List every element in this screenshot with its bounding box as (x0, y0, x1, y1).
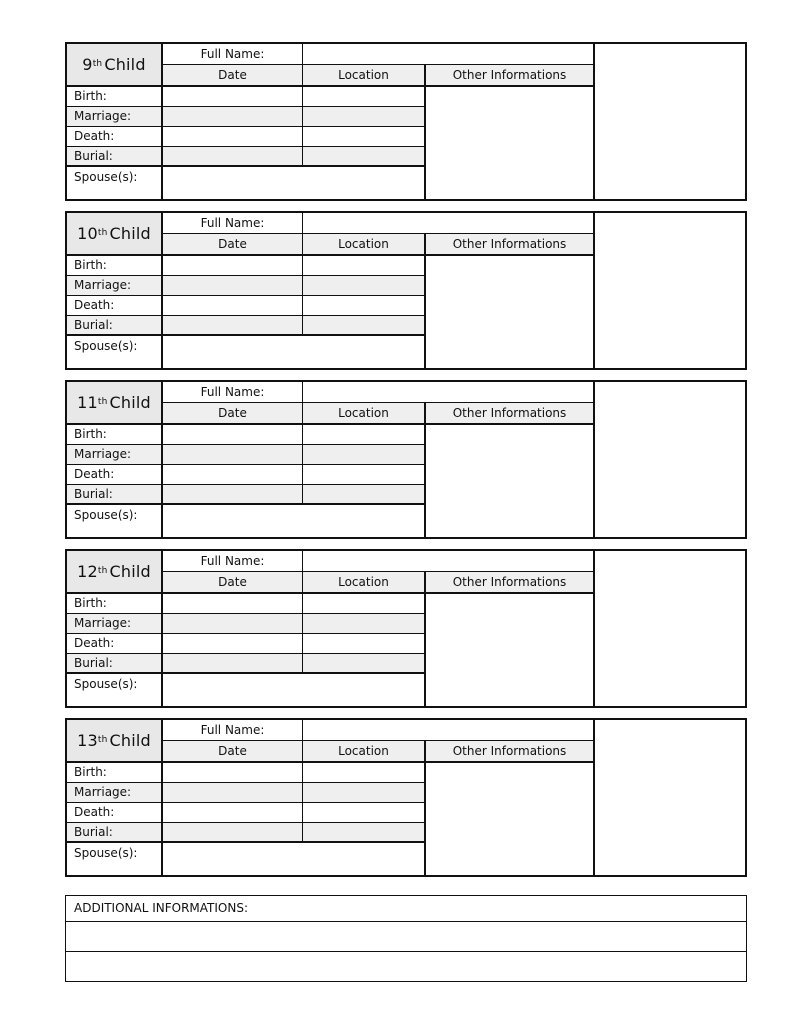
death-label: Death: (67, 296, 163, 316)
birth-location-field[interactable] (303, 87, 426, 107)
birth-date-field[interactable] (163, 256, 303, 276)
burial-date-field[interactable] (163, 823, 303, 843)
burial-label: Burial: (67, 147, 163, 167)
full-name-label: Full Name: (163, 213, 303, 234)
birth-location-field[interactable] (303, 256, 426, 276)
death-location-field[interactable] (303, 634, 426, 654)
death-date-field[interactable] (163, 296, 303, 316)
death-label: Death: (67, 803, 163, 823)
additional-info-box (65, 895, 747, 982)
spouse-label: Spouse(s): (67, 336, 163, 370)
burial-date-field[interactable] (163, 147, 303, 167)
location-header: Location (303, 234, 426, 256)
photo-box (595, 720, 745, 875)
death-label: Death: (67, 634, 163, 654)
photo-box (595, 551, 745, 706)
birth-location-field[interactable] (303, 425, 426, 445)
full-name-label: Full Name: (163, 382, 303, 403)
burial-location-field[interactable] (303, 316, 426, 336)
child-title: 10 $^{th}$ Child (67, 213, 163, 256)
spouse-label: Spouse(s): (67, 167, 163, 201)
marriage-date-field[interactable] (163, 614, 303, 634)
spouse-field[interactable] (163, 674, 426, 708)
birth-date-field[interactable] (163, 594, 303, 614)
full-name-label: Full Name: (163, 551, 303, 572)
burial-label: Burial: (67, 485, 163, 505)
other-info-field[interactable] (426, 256, 595, 370)
full-name-field[interactable] (303, 720, 595, 741)
death-date-field[interactable] (163, 634, 303, 654)
birth-label: Birth: (67, 87, 163, 107)
date-header: Date (163, 234, 303, 256)
marriage-location-field[interactable] (303, 614, 426, 634)
full-name-label: Full Name: (163, 720, 303, 741)
location-header: Location (303, 65, 426, 87)
child-title: 9 $^{th}$ Child (67, 44, 163, 87)
full-name-field[interactable] (303, 382, 595, 403)
burial-location-field[interactable] (303, 654, 426, 674)
birth-date-field[interactable] (163, 87, 303, 107)
burial-date-field[interactable] (163, 485, 303, 505)
date-header: Date (163, 65, 303, 87)
spouse-label: Spouse(s): (67, 674, 163, 708)
marriage-location-field[interactable] (303, 445, 426, 465)
other-info-field[interactable] (426, 87, 595, 201)
death-location-field[interactable] (303, 465, 426, 485)
birth-label: Birth: (67, 256, 163, 276)
birth-location-field[interactable] (303, 763, 426, 783)
death-date-field[interactable] (163, 465, 303, 485)
birth-label: Birth: (67, 425, 163, 445)
other-info-header: Other Informations (426, 403, 595, 425)
marriage-label: Marriage: (67, 276, 163, 296)
date-header: Date (163, 741, 303, 763)
child-word: Child (104, 55, 146, 74)
marriage-date-field[interactable] (163, 445, 303, 465)
spouse-field[interactable] (163, 505, 426, 539)
birth-date-field[interactable] (163, 763, 303, 783)
burial-label: Burial: (67, 654, 163, 674)
other-info-header: Other Informations (426, 741, 595, 763)
child-title: 12 $^{th}$ Child (67, 551, 163, 594)
additional-info-header: ADDITIONAL INFORMATIONS: (66, 896, 746, 922)
death-location-field[interactable] (303, 803, 426, 823)
photo-box (595, 213, 745, 368)
child-block-9 (65, 42, 747, 201)
child-block-10 (65, 211, 747, 370)
child-title: 11 $^{th}$ Child (67, 382, 163, 425)
full-name-label: Full Name: (163, 44, 303, 65)
spouse-field[interactable] (163, 167, 426, 201)
death-label: Death: (67, 127, 163, 147)
birth-location-field[interactable] (303, 594, 426, 614)
other-info-field[interactable] (426, 425, 595, 539)
marriage-date-field[interactable] (163, 276, 303, 296)
child-block-13 (65, 718, 747, 877)
full-name-field[interactable] (303, 44, 595, 65)
burial-label: Burial: (67, 316, 163, 336)
location-header: Location (303, 741, 426, 763)
birth-label: Birth: (67, 594, 163, 614)
spouse-field[interactable] (163, 843, 426, 877)
photo-box (595, 44, 745, 199)
spouse-label: Spouse(s): (67, 505, 163, 539)
additional-info-line[interactable] (66, 922, 746, 952)
child-block-12 (65, 549, 747, 708)
date-header: Date (163, 572, 303, 594)
marriage-date-field[interactable] (163, 107, 303, 127)
location-header: Location (303, 572, 426, 594)
marriage-location-field[interactable] (303, 276, 426, 296)
burial-location-field[interactable] (303, 485, 426, 505)
location-header: Location (303, 403, 426, 425)
burial-label: Burial: (67, 823, 163, 843)
date-header: Date (163, 403, 303, 425)
full-name-field[interactable] (303, 213, 595, 234)
burial-date-field[interactable] (163, 654, 303, 674)
marriage-label: Marriage: (67, 107, 163, 127)
death-date-field[interactable] (163, 127, 303, 147)
child-word: Child (109, 731, 151, 750)
birth-label: Birth: (67, 763, 163, 783)
full-name-field[interactable] (303, 551, 595, 572)
death-location-field[interactable] (303, 296, 426, 316)
child-block-11 (65, 380, 747, 539)
other-info-header: Other Informations (426, 572, 595, 594)
burial-location-field[interactable] (303, 147, 426, 167)
child-word: Child (109, 224, 151, 243)
marriage-label: Marriage: (67, 614, 163, 634)
marriage-label: Marriage: (67, 445, 163, 465)
child-title: 13 $^{th}$ Child (67, 720, 163, 763)
spouse-label: Spouse(s): (67, 843, 163, 877)
other-info-field[interactable] (426, 763, 595, 877)
child-word: Child (109, 393, 151, 412)
marriage-location-field[interactable] (303, 783, 426, 803)
other-info-header: Other Informations (426, 234, 595, 256)
death-location-field[interactable] (303, 127, 426, 147)
birth-date-field[interactable] (163, 425, 303, 445)
spouse-field[interactable] (163, 336, 426, 370)
death-label: Death: (67, 465, 163, 485)
burial-location-field[interactable] (303, 823, 426, 843)
burial-date-field[interactable] (163, 316, 303, 336)
death-date-field[interactable] (163, 803, 303, 823)
marriage-label: Marriage: (67, 783, 163, 803)
photo-box (595, 382, 745, 537)
marriage-location-field[interactable] (303, 107, 426, 127)
other-info-header: Other Informations (426, 65, 595, 87)
marriage-date-field[interactable] (163, 783, 303, 803)
child-word: Child (109, 562, 151, 581)
other-info-field[interactable] (426, 594, 595, 708)
additional-info-line[interactable] (66, 952, 746, 981)
